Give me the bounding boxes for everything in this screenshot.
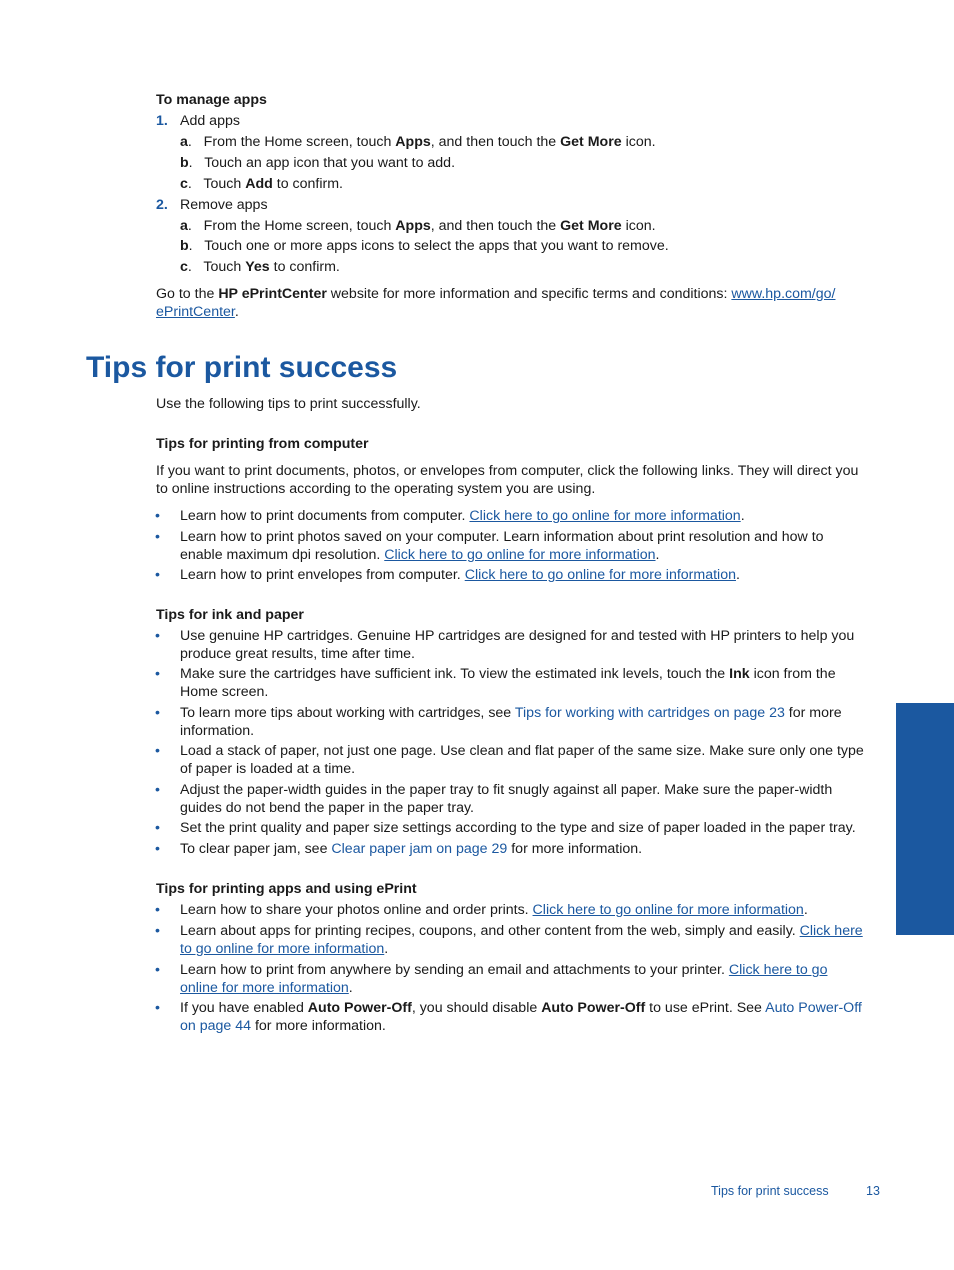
ui-term-auto-power-off: Auto Power-Off [307,1000,412,1016]
hp-eprintcenter-term: HP ePrintCenter [218,286,327,302]
computer-tips-heading: Tips for printing from computer [156,436,369,452]
chapter-side-tab-label: Print [897,1111,909,1137]
substep-text: Touch one or more apps icons to select the apps that you want to remove. [204,238,669,254]
section-intro: Use the following tips to print successfully. [156,396,421,412]
footer-page-number: 13 [866,1184,880,1198]
step-label: Add apps [180,113,240,129]
item-text: Set the print quality and paper size settings according to the type and size of paper loaded in the paper tray. [180,820,856,836]
manage-apps-heading: To manage apps [156,92,267,108]
step-number: 2. [156,197,168,213]
item-text: , you should disable [411,1000,542,1016]
bullet: • [155,705,160,721]
online-info-link[interactable]: Click here to go [728,962,828,978]
item-text: for more information. [507,841,643,857]
item-text: . [735,567,740,583]
substep-text: to confirm. [269,259,340,275]
para-text: to online instructions according to the operating system you are using. [156,481,596,497]
bullet: • [155,841,160,857]
chapter-side-tab [896,703,954,1137]
online-info-link[interactable]: Click here [799,923,863,939]
substep-text: Touch [203,259,246,275]
substep-text: Touch [203,176,246,192]
substep-letter: b [180,155,189,171]
item-text: icon from the [749,666,836,682]
item-text: . [384,941,389,957]
item-text: Learn how to print envelopes from computer. [180,567,465,583]
substep-letter: c [180,259,188,275]
item-text: Learn how to share your photos online and order prints. [180,902,533,918]
ui-term-ink: Ink [729,666,750,682]
online-info-link[interactable]: Click here to go online for more information [469,508,741,524]
substep: c. Touch Add to confirm. [180,176,343,192]
eprintcenter-link[interactable]: www.hp.com/go/ [731,286,836,302]
online-info-link[interactable]: to go online for more information [180,941,385,957]
apps-eprint-heading: Tips for printing apps and using ePrint [156,881,417,897]
substep: c. Touch Yes to confirm. [180,259,340,275]
substep-text: , and then touch the [430,134,561,150]
item-text: . [348,980,353,996]
substep-letter: a [180,218,188,234]
step-label: Remove apps [180,197,268,213]
item-text: Home screen. [180,684,269,700]
item-text: enable maximum dpi resolution. [180,547,385,563]
online-info-link[interactable]: Click here to go online for more information [464,567,736,583]
item-text: for more information. [251,1018,386,1034]
auto-power-off-link[interactable]: Auto Power-Off [765,1000,862,1016]
ui-term-apps: Apps [395,134,431,150]
substep: a. From the Home screen, touch Apps, and then touch the Get More icon. [180,134,656,150]
auto-power-off-link[interactable]: on page 44 [180,1018,252,1034]
ui-term-apps: Apps [395,218,431,234]
online-info-link[interactable]: Click here to go online for more information [532,902,804,918]
bullet: • [155,962,160,978]
bullet: • [155,743,160,759]
ink-paper-heading: Tips for ink and paper [156,607,304,623]
bullet: • [155,923,160,939]
substep-text: icon. [621,134,656,150]
substep: b. Touch an app icon that you want to add. [180,155,456,171]
computer-tips-paragraph [156,462,881,498]
bullet: • [155,782,160,798]
bullet: • [155,567,160,583]
item-text: guides do not bend the paper in the paper tray. [180,800,474,816]
eprintcenter-link[interactable]: ePrintCenter [156,304,235,320]
substep: b. Touch one or more apps icons to select the apps that you want to remove. [180,238,669,254]
item-text: of paper is loaded at a time. [180,761,356,777]
item-text: information. [180,723,255,739]
item-text: . [803,902,808,918]
item-text: produce great results, time after time. [180,646,415,662]
substep-letter: b [180,238,189,254]
substep-letter: c [180,176,188,192]
substep-letter: a [180,134,188,150]
substep-text: Touch an app icon that you want to add. [204,155,456,171]
bullet: • [155,1000,160,1016]
item-text: . [655,547,660,563]
item-text: Learn how to print from anywhere by sending an email and attachments to your printer. [180,962,729,978]
cartridges-tips-link[interactable]: Tips for working with cartridges on page 23 [514,705,785,721]
item-text: Learn how to print photos saved on your computer. Learn information about print resolution and how to [180,529,824,545]
item-text: Learn about apps for printing recipes, coupons, and other content from the web, simply and easily. [180,923,800,939]
ui-term-auto-power-off: Auto Power-Off [541,1000,646,1016]
para-text: Go to the [156,286,219,302]
online-info-link[interactable]: Click here to go online for more information [384,547,656,563]
ui-term-get-more: Get More [560,134,622,150]
eprintcenter-paragraph [156,285,876,321]
item-text: To learn more tips about working with cartridges, see [180,705,515,721]
bullet: • [155,628,160,644]
substep-text: icon. [621,218,656,234]
footer-section-title: Tips for print success [711,1184,829,1198]
step-number: 1. [156,113,168,129]
substep-text: From the Home screen, touch [203,134,396,150]
item-text: . [740,508,745,524]
clear-paper-jam-link[interactable]: Clear paper jam on page 29 [331,841,508,857]
section-title: Tips for print success [86,351,398,384]
bullet: • [155,820,160,836]
substep-text: to confirm. [272,176,343,192]
item-text: Load a stack of paper, not just one page. Use clean and flat paper of the same size. Make sure only one type [180,743,864,759]
ui-term-yes: Yes [245,259,270,275]
online-info-link[interactable]: online for more information [180,980,349,996]
ui-term-add: Add [245,176,273,192]
substep-text: From the Home screen, touch [203,218,396,234]
item-text: To clear paper jam, see [180,841,332,857]
bullet: • [155,508,160,524]
item-text: If you have enabled [180,1000,308,1016]
item-text: Use genuine HP cartridges. Genuine HP cartridges are designed for and tested with HP printers to help you [180,628,855,644]
bullet: • [155,902,160,918]
para-text: website for more information and specific terms and conditions: [326,286,732,302]
ui-term-get-more: Get More [560,218,622,234]
item-text: for more [784,705,842,721]
para-text: If you want to print documents, photos, or envelopes from computer, click the following links. They will direct you [156,463,859,479]
bullet: • [155,529,160,545]
bullet: • [155,666,160,682]
item-text: to use ePrint. See [645,1000,766,1016]
substep: a. From the Home screen, touch Apps, and then touch the Get More icon. [180,218,656,234]
item-text: Learn how to print documents from computer. [180,508,470,524]
item-text: Adjust the paper-width guides in the paper tray to fit snugly against all paper. Make sure the paper-width [180,782,833,798]
item-text: Make sure the cartridges have sufficient ink. To view the estimated ink levels, touch the [180,666,730,682]
para-text: . [234,304,239,320]
substep-text: , and then touch the [430,218,561,234]
